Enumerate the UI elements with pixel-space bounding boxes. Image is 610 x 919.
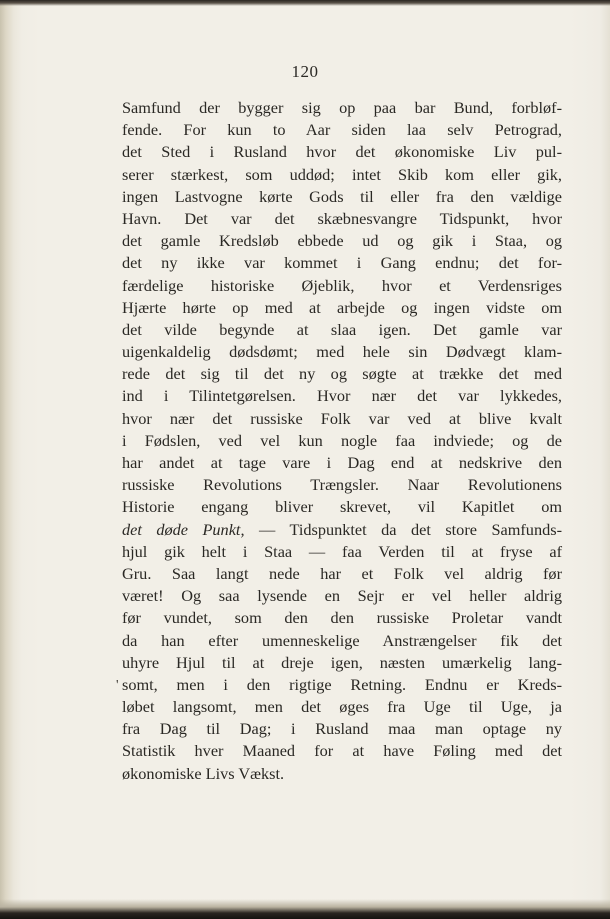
text-line: uigenkaldelig dødsdømt; med hele sin Dødvægt klam- (122, 342, 562, 362)
text-line: det ny ikke var kommet i Gang endnu; det for- (122, 253, 562, 273)
text-line: hjul gik helt i Staa — faa Verden til at fryse af (122, 541, 562, 561)
text-line: da han efter umenneskelige Anstrængelser fik det (122, 630, 562, 650)
text-line: har andet at tage vare i Dag end at nedskrive den (122, 453, 562, 472)
text-line: Historie engang bliver skrevet, vil Kapitlet om (122, 497, 562, 517)
text-line: serer stærkest, som uddød; intet Skib kom eller gik, (122, 164, 562, 184)
text-line: ind i Tilintetgørelsen. Hvor nær det var lykkedes, (122, 386, 562, 406)
text-line-last: økonomiske Livs Vækst. (122, 763, 285, 783)
text-line: Samfund der bygger sig op paa bar Bund, forbløf- (122, 98, 562, 117)
text-line: hvor nær det russiske Folk var ved at blive kvalt (122, 408, 562, 428)
book-spine-shadow (0, 0, 22, 919)
text-line: fende. For kun to Aar siden laa selv Petrograd, (122, 120, 562, 140)
text-line: Hjærte hørte op med at arbejde og ingen vidste om (122, 297, 562, 317)
text-line: russiske Revolutions Trængsler. Naar Revolutionens (122, 475, 562, 495)
text-line: somt, men i den rigtige Retning. Endnu er Kreds- (122, 674, 562, 694)
text-line: rede det sig til det ny og søgte at trække det med (122, 364, 562, 384)
text-line: før vundet, som den den russiske Proletar vandt (122, 608, 562, 628)
text-line: færdelige historiske Øjeblik, hvor et Verdensriges (122, 275, 562, 295)
italic-line-after: — Tidspunktet da det store Samfunds- (244, 519, 562, 539)
text-line: fra Dag til Dag; i Rusland maa man optage ny (122, 719, 562, 739)
text-line: uhyre Hjul til at dreje igen, næsten umærkelig lang- (122, 652, 562, 672)
italic-phrase: det døde Punkt, (122, 519, 245, 539)
top-page-edge (0, 0, 610, 6)
text-line: løbet langsomt, men det øges fra Uge til Uge, ja (122, 697, 562, 717)
text-line: Havn. Det var det skæbnesvangre Tidspunkt, hvor (122, 208, 562, 228)
text-line: det vilde begynde at slaa igen. Det gamle var (122, 319, 562, 339)
text-line: Gru. Saa langt nede har et Folk vel aldrig før (122, 563, 562, 583)
text-line: i Fødslen, ved vel kun nogle faa indviede; og de (122, 430, 562, 450)
text-line: det gamle Kredsløb ebbede ud og gik i Staa, og (122, 231, 562, 251)
body-text (122, 97, 562, 785)
text-line-italic-mixed (122, 519, 562, 541)
bottom-page-edge (0, 899, 610, 919)
text-line: Statistik hver Maaned for at have Føling med det (122, 741, 562, 761)
text-line: været! Og saa lysende en Sejr er vel heller aldrig (122, 586, 562, 606)
margin-mark: ' (116, 678, 119, 693)
text-line: ingen Lastvogne kørte Gods til eller fra den vældige (122, 186, 562, 206)
text-line: det Sted i Rusland hvor det økonomiske Liv pul- (122, 142, 562, 162)
page-number: 120 (291, 62, 319, 81)
